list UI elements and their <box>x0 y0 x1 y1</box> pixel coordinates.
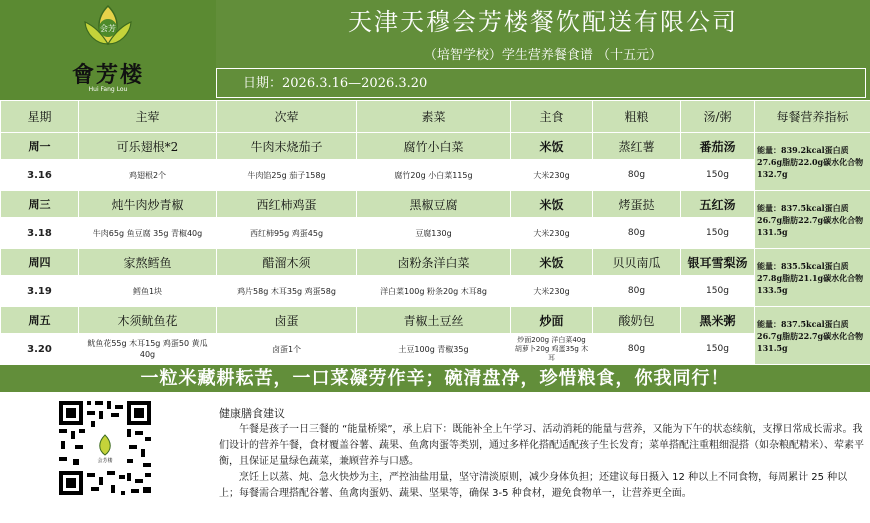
staple-qty-cell: 大米230g <box>511 276 593 307</box>
advice-title: 健康膳食建议 <box>219 407 285 420</box>
col-header-grain: 粗粮 <box>593 101 681 133</box>
veg-qty-cell: 腐竹20g 小白菜115g <box>357 160 511 191</box>
soup-cell: 黑米粥 <box>681 307 755 334</box>
weekday-cell: 周一 <box>1 133 79 160</box>
grain-qty-cell: 80g <box>593 160 681 191</box>
advice-paragraph: 午餐是孩子一日三餐的 “能量桥梁”，承上启下：既能补全上午学习、活动消耗的能量与营养，又能为下午的状态续航，支撑日常成长需求。我们设计的营养午餐，食材覆盖谷薯、蔬果、鱼禽肉蛋等类别，通过多样化搭配适配孩子生长发育；菜单搭配注重粗细混搭（如杂粮配精米）、荤素平衡，且保证足量绿色蔬菜，兼顾营养与口感。 <box>219 424 864 467</box>
col-header-soup: 汤/粥 <box>681 101 755 133</box>
menu-table <box>0 100 870 365</box>
staple-qty-cell: 大米230g <box>511 218 593 249</box>
main-dish-cell: 木须鱿鱼花 <box>79 307 217 334</box>
advice-text <box>219 422 865 502</box>
soup-qty-cell: 150g <box>681 276 755 307</box>
header-banner <box>0 0 870 100</box>
grain-qty-cell: 80g <box>593 276 681 307</box>
table-row <box>1 160 870 191</box>
second-dish-cell: 西红柿鸡蛋 <box>217 191 357 218</box>
date-range: 日期：2026.3.16—2026.3.20 <box>216 68 866 98</box>
table-row <box>1 249 870 276</box>
veg-dish-cell: 青椒土豆丝 <box>357 307 511 334</box>
logo-subtext: Hui Fang Lou <box>88 86 128 93</box>
grain-cell: 贝贝南瓜 <box>593 249 681 276</box>
company-name: 天津天穆会芳楼餐饮配送有限公司 <box>348 8 738 36</box>
nutrition-cell: 能量：837.5kcal蛋白质26.7g脂肪22.7g碳水化合物131.5g <box>755 191 870 249</box>
grain-qty-cell: 80g <box>593 334 681 365</box>
veg-qty-cell: 豆腐130g <box>357 218 511 249</box>
main-dish-cell: 家熬鳕鱼 <box>79 249 217 276</box>
col-header-second: 次荤 <box>217 101 357 133</box>
table-row <box>1 307 870 334</box>
second-dish-cell: 醋溜木须 <box>217 249 357 276</box>
grain-cell: 烤蛋挞 <box>593 191 681 218</box>
date-cell: 3.18 <box>1 218 79 249</box>
staple-cell: 米饭 <box>511 249 593 276</box>
col-header-main: 主荤 <box>79 101 217 133</box>
main-dish-cell: 炖牛肉炒青椒 <box>79 191 217 218</box>
lotus-logo-icon <box>82 4 134 56</box>
staple-qty-cell: 炒面200g 洋白菜40g 胡萝卜20g 鸡蛋35g 木耳 <box>511 334 593 365</box>
col-header-staple: 主食 <box>511 101 593 133</box>
staple-qty-cell: 大米230g <box>511 160 593 191</box>
nutrition-cell: 能量：835.5kcal蛋白质27.8g脂肪21.1g碳水化合物133.5g <box>755 249 870 307</box>
advice-paragraph: 烹饪上以蒸、炖、急火快炒为主，严控油盐用量，坚守清淡原则，减少身体负担；还建议每日摄入 12 种以上不同食物，每周累计 25 种以上；每餐需合理搭配谷薯、鱼禽肉蛋奶、蔬果、坚果等，确保 3-5 种食材，避免食物单一，让营养更全面。 <box>219 472 848 499</box>
qr-logo-label: 会芳楼 <box>97 458 113 464</box>
second-qty-cell: 牛肉馅25g 茄子158g <box>217 160 357 191</box>
second-qty-cell: 西红柿95g 鸡蛋45g <box>217 218 357 249</box>
staple-cell: 炒面 <box>511 307 593 334</box>
logo-area <box>0 0 216 100</box>
table-row <box>1 276 870 307</box>
veg-qty-cell: 洋白菜100g 粉条20g 木耳8g <box>357 276 511 307</box>
weekday-cell: 周三 <box>1 191 79 218</box>
veg-dish-cell: 卤粉条洋白菜 <box>357 249 511 276</box>
veg-dish-cell: 黑椒豆腐 <box>357 191 511 218</box>
date-cell: 3.16 <box>1 160 79 191</box>
date-cell: 3.19 <box>1 276 79 307</box>
table-header-row <box>1 101 870 133</box>
weekday-cell: 周五 <box>1 307 79 334</box>
main-qty-cell: 牛肉65g 鱼豆腐 35g 青椒40g <box>79 218 217 249</box>
main-dish-cell: 可乐翅根*2 <box>79 133 217 160</box>
staple-cell: 米饭 <box>511 133 593 160</box>
col-header-veg: 素菜 <box>357 101 511 133</box>
soup-cell: 番茄汤 <box>681 133 755 160</box>
col-header-nutrition: 每餐营养指标 <box>755 101 870 133</box>
soup-qty-cell: 150g <box>681 334 755 365</box>
col-header-weekday: 星期 <box>1 101 79 133</box>
weekday-cell: 周四 <box>1 249 79 276</box>
grain-cell: 酸奶包 <box>593 307 681 334</box>
grain-cell: 蒸红薯 <box>593 133 681 160</box>
soup-qty-cell: 150g <box>681 218 755 249</box>
soup-cell: 五红汤 <box>681 191 755 218</box>
second-qty-cell: 鸡片58g 木耳35g 鸡蛋58g <box>217 276 357 307</box>
slogan-banner: 一粒米藏耕耘苦，一口菜凝劳作辛；碗清盘净，珍惜粮食，你我同行！ <box>0 365 870 392</box>
main-qty-cell: 鸡翅根2个 <box>79 160 217 191</box>
veg-dish-cell: 腐竹小白菜 <box>357 133 511 160</box>
logo-text: 會芳楼 <box>71 62 144 88</box>
date-cell: 3.20 <box>1 334 79 365</box>
logo-leaf-text: 会芳 <box>100 24 116 33</box>
menu-subtitle: （培智学校）学生营养餐食谱 （十五元） <box>423 48 663 63</box>
second-dish-cell: 卤蛋 <box>217 307 357 334</box>
staple-cell: 米饭 <box>511 191 593 218</box>
soup-cell: 银耳雪梨汤 <box>681 249 755 276</box>
table-row <box>1 133 870 160</box>
soup-qty-cell: 150g <box>681 160 755 191</box>
second-qty-cell: 卤蛋1个 <box>217 334 357 365</box>
main-qty-cell: 鳕鱼1块 <box>79 276 217 307</box>
table-row <box>1 334 870 365</box>
veg-qty-cell: 土豆100g 青椒35g <box>357 334 511 365</box>
grain-qty-cell: 80g <box>593 218 681 249</box>
table-row <box>1 218 870 249</box>
second-dish-cell: 牛肉末烧茄子 <box>217 133 357 160</box>
main-qty-cell: 鱿鱼花55g 木耳15g 鸡蛋50 黄瓜 40g <box>79 334 217 365</box>
nutrition-cell: 能量：839.2kcal蛋白质27.6g脂肪22.0g碳水化合物132.7g <box>755 133 870 191</box>
nutrition-cell: 能量：837.5kcal蛋白质26.7g脂肪22.7g碳水化合物131.5g <box>755 307 870 365</box>
qr-code-icon[interactable] <box>55 397 155 499</box>
table-row <box>1 191 870 218</box>
